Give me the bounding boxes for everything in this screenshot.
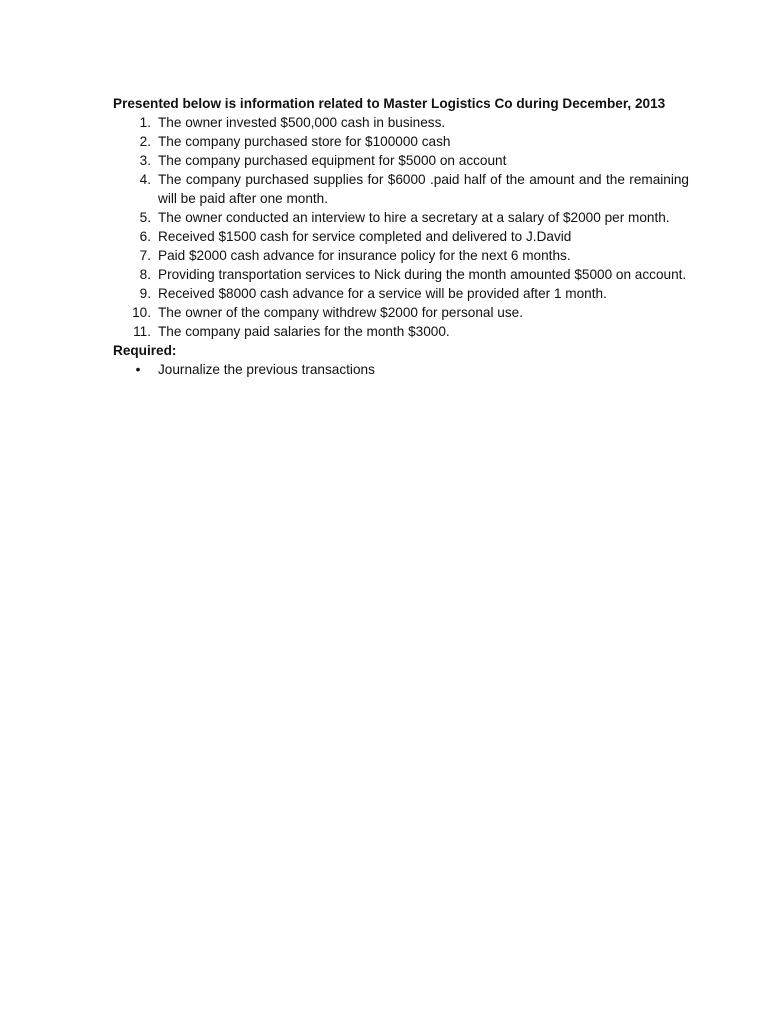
transaction-text: The owner invested $500,000 cash in business.	[158, 115, 446, 130]
transaction-number: 3.	[139, 153, 151, 168]
required-label: Required:	[113, 343, 177, 358]
transaction-item	[113, 284, 689, 303]
transaction-item	[113, 322, 689, 341]
transaction-number: 2.	[139, 134, 151, 149]
transaction-item	[113, 246, 689, 265]
transaction-text: The owner of the company withdrew $2000 for personal use.	[158, 305, 523, 320]
transaction-item	[113, 113, 689, 132]
task-text: Journalize the previous transactions	[158, 362, 375, 377]
document-content	[113, 94, 689, 379]
transaction-text: The company purchased equipment for $5000 on account	[158, 153, 507, 168]
transaction-item	[113, 132, 689, 151]
transaction-text: Received $8000 cash advance for a service will be provided after 1 month.	[158, 286, 607, 301]
transaction-item	[113, 265, 689, 284]
transaction-item	[113, 151, 689, 170]
transaction-text: The company purchased supplies for $6000 .paid half of the amount and the remaining will be paid after one month.	[158, 172, 689, 206]
transaction-number: 9.	[139, 286, 151, 301]
transaction-text: The owner conducted an interview to hire a secretary at a salary of $2000 per month.	[158, 210, 670, 225]
transaction-number: 8.	[139, 267, 151, 282]
transaction-number: 4.	[139, 172, 151, 187]
transaction-list	[113, 113, 689, 341]
transaction-number: 6.	[139, 229, 151, 244]
transaction-item	[113, 227, 689, 246]
bullet-icon: •	[135, 362, 141, 377]
transaction-item	[113, 208, 689, 227]
transaction-number: 1.	[139, 115, 151, 130]
task-list	[113, 360, 689, 379]
transaction-text: The company purchased store for $100000 cash	[158, 134, 451, 149]
transaction-text: Paid $2000 cash advance for insurance policy for the next 6 months.	[158, 248, 571, 263]
transaction-item	[113, 170, 689, 208]
page-heading: Presented below is information related to Master Logistics Co during December, 2013	[113, 96, 666, 111]
transaction-number: 11.	[133, 324, 151, 339]
transaction-item	[113, 303, 689, 322]
task-item	[113, 360, 689, 379]
transaction-number: 10.	[132, 305, 151, 320]
transaction-number: 7.	[139, 248, 151, 263]
transaction-text: Providing transportation services to Nick during the month amounted $5000 on account.	[158, 267, 687, 282]
transaction-text: The company paid salaries for the month $3000.	[158, 324, 450, 339]
transaction-number: 5.	[139, 210, 151, 225]
transaction-text: Received $1500 cash for service completed and delivered to J.David	[158, 229, 572, 244]
